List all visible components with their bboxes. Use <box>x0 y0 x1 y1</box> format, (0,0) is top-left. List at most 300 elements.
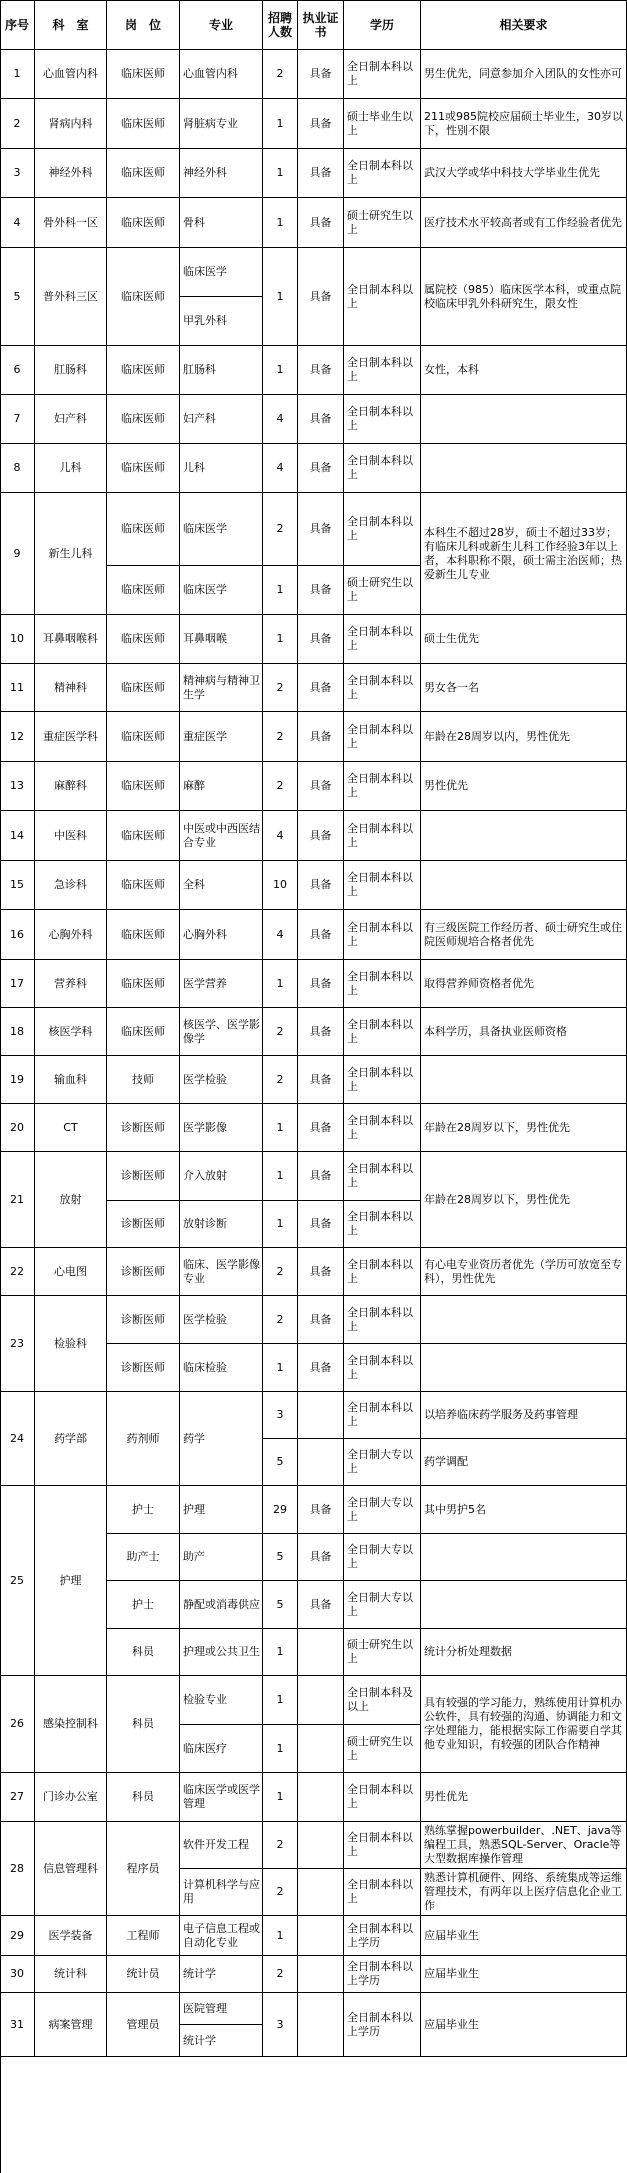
headcount <box>263 1993 298 2057</box>
education-level-text: 全日制本科以上 <box>347 821 413 849</box>
education-level <box>344 1534 421 1581</box>
major-name-text: 临床、医学影像专业 <box>183 1257 260 1285</box>
post-name-text: 技师 <box>132 1072 154 1086</box>
education-level <box>344 1676 421 1725</box>
major-name <box>180 1248 263 1296</box>
row-number <box>0 1676 35 1773</box>
license-status-text: 具备 <box>309 976 332 990</box>
row-number-text: 23 <box>10 1336 24 1350</box>
education-level-text: 全日制本科以上 <box>347 673 413 701</box>
department-name <box>35 1956 107 1993</box>
education-level-text: 全日制本科以上 <box>347 405 413 432</box>
department-name <box>35 493 107 615</box>
department-name-text: 麻醉科 <box>54 779 87 792</box>
row-number-text: 9 <box>13 546 21 560</box>
department-name-text: 普外科三区 <box>43 289 98 303</box>
post-name <box>107 1822 180 1916</box>
row-number <box>0 1822 35 1916</box>
header-no-text: 序号 <box>4 17 29 32</box>
education-level-text: 全日制本科以上 <box>347 1305 413 1333</box>
department-name-text: 神经外科 <box>48 166 93 179</box>
headcount-text: 1 <box>276 583 284 596</box>
header-req-text: 相关要求 <box>499 17 548 32</box>
headcount-text: 5 <box>276 1455 284 1468</box>
post-name-text: 科员 <box>132 1790 154 1803</box>
education-level-text: 全日制本科以上 <box>347 1878 413 1905</box>
row-number <box>0 1993 35 2057</box>
post-name-text: 临床医师 <box>121 166 165 179</box>
post-name-text: 临床医师 <box>121 927 165 941</box>
major-name <box>180 1486 263 1534</box>
requirement-text-text: 本科学历，具备执业医师资格 <box>424 1024 567 1038</box>
post-name <box>107 566 180 615</box>
department-name <box>35 1392 107 1486</box>
major-name <box>180 99 263 149</box>
license-status <box>298 395 344 444</box>
header-major <box>180 0 263 50</box>
major-name-text: 医学影像 <box>183 1120 227 1134</box>
headcount-text: 1 <box>276 1360 284 1374</box>
headcount-text: 2 <box>276 680 284 694</box>
post-name <box>107 910 180 960</box>
department-name <box>35 615 107 664</box>
license-status <box>298 1956 344 1993</box>
major-name-text: 统计学 <box>183 2033 216 2047</box>
headcount-text: 29 <box>273 1502 287 1516</box>
requirement-text-text: 硕士生优先 <box>424 632 479 645</box>
requirement-text <box>421 99 627 149</box>
post-name <box>107 1296 180 1344</box>
department-name-text: 肾病内科 <box>48 116 93 130</box>
post-name-text: 统计员 <box>126 1967 160 1980</box>
header-req <box>421 0 627 50</box>
row-number-text: 20 <box>10 1120 24 1134</box>
requirement-text <box>421 712 627 762</box>
education-level-text: 全日制本科以上 <box>347 159 413 186</box>
education-level-text: 全日制本科以上学历 <box>347 2010 413 2038</box>
row-number-text: 3 <box>13 166 21 179</box>
license-status <box>298 99 344 149</box>
major-name <box>180 1008 263 1056</box>
license-status <box>298 1534 344 1581</box>
education-level-text: 全日制本科以上 <box>347 772 413 799</box>
headcount <box>263 1152 298 1201</box>
major-name-text: 护理或公共卫生 <box>183 1645 260 1658</box>
requirement-text <box>421 444 627 493</box>
major-name <box>180 50 263 99</box>
major-name <box>180 1869 263 1916</box>
major-name <box>180 861 263 910</box>
requirement-text <box>421 1296 627 1344</box>
license-status <box>298 1439 344 1486</box>
post-name-text: 临床医师 <box>121 976 165 990</box>
post-name <box>107 1248 180 1296</box>
requirement-text <box>421 1248 627 1296</box>
department-name <box>35 444 107 493</box>
license-status <box>298 1773 344 1822</box>
education-level <box>344 395 421 444</box>
education-level <box>344 1486 421 1534</box>
headcount-text: 1 <box>276 1645 284 1658</box>
headcount-text: 1 <box>276 1693 284 1706</box>
major-name <box>180 712 263 762</box>
department-name-text: 儿科 <box>59 461 82 474</box>
post-name-text: 临床医师 <box>121 215 165 229</box>
row-number-text: 5 <box>13 289 21 303</box>
department-name-text: 病案管理 <box>48 2017 93 2031</box>
row-number <box>0 50 35 99</box>
headcount <box>263 811 298 861</box>
major-name-text: 医学检验 <box>183 1072 227 1086</box>
post-name <box>107 1392 180 1486</box>
headcount-text: 2 <box>276 522 284 535</box>
major-name <box>180 960 263 1008</box>
major-name-text: 临床医学 <box>183 522 227 535</box>
headcount <box>263 960 298 1008</box>
post-name <box>107 1201 180 1248</box>
post-name <box>107 493 180 566</box>
requirement-text <box>421 1822 627 1869</box>
headcount-text: 4 <box>276 828 284 842</box>
education-level <box>344 615 421 664</box>
education-level <box>344 1056 421 1104</box>
headcount <box>263 1248 298 1296</box>
license-status <box>298 762 344 811</box>
license-status <box>298 1916 344 1956</box>
license-status <box>298 1344 344 1392</box>
row-number-text: 17 <box>10 976 24 990</box>
headcount-text: 10 <box>273 878 287 891</box>
education-level-text: 全日制本科以上 <box>347 1210 413 1237</box>
row-number-text: 30 <box>10 1967 24 1980</box>
education-level <box>344 762 421 811</box>
license-status <box>298 1008 344 1056</box>
department-name-text: 放射 <box>59 1192 82 1206</box>
headcount <box>263 1581 298 1629</box>
headcount <box>263 1486 298 1534</box>
license-status-text: 具备 <box>309 1169 332 1182</box>
license-status-text: 具备 <box>309 729 332 743</box>
header-count-text: 招聘人数 <box>267 10 292 39</box>
license-status-text: 具备 <box>309 680 332 694</box>
requirement-text <box>421 664 627 712</box>
department-name-text: 耳鼻咽喉科 <box>43 632 98 645</box>
headcount-text: 1 <box>276 166 284 179</box>
license-status <box>298 861 344 910</box>
requirement-text <box>421 395 627 444</box>
headcount <box>263 1676 298 1725</box>
major-name-text: 助产 <box>183 1550 205 1563</box>
headcount <box>263 1392 298 1439</box>
education-level <box>344 444 421 493</box>
post-name-text: 工程师 <box>126 1928 160 1942</box>
headcount-text: 2 <box>276 779 284 792</box>
post-name-text: 临床医师 <box>121 1024 165 1038</box>
post-name <box>107 99 180 149</box>
department-name-text: 中医科 <box>54 828 87 842</box>
license-status-text: 具备 <box>309 1024 332 1038</box>
license-status <box>298 1248 344 1296</box>
requirement-text-text: 统计分析处理数据 <box>424 1645 512 1658</box>
headcount-text: 1 <box>276 976 284 990</box>
row-number-text: 27 <box>10 1790 24 1803</box>
license-status-text: 具备 <box>309 1360 332 1374</box>
row-number-text: 16 <box>10 927 24 941</box>
row-number <box>0 198 35 248</box>
headcount <box>263 1008 298 1056</box>
license-status <box>298 811 344 861</box>
license-status-text: 具备 <box>309 166 332 179</box>
license-status <box>298 248 344 346</box>
education-level-text: 硕士研究生以上 <box>347 576 413 603</box>
license-status-text: 具备 <box>309 1217 332 1230</box>
requirement-text <box>421 762 627 811</box>
education-level <box>344 811 421 861</box>
requirement-text-text: 应届毕业生 <box>424 2017 479 2031</box>
license-status <box>298 1676 344 1725</box>
education-level <box>344 248 421 346</box>
headcount <box>263 861 298 910</box>
major-name-text: 医院管理 <box>183 2001 227 2015</box>
row-number-text: 28 <box>10 1861 24 1875</box>
major-name <box>180 1296 263 1344</box>
license-status-text: 具备 <box>309 289 332 303</box>
headcount <box>263 1296 298 1344</box>
post-name-text: 临床医师 <box>121 412 165 425</box>
major-name-text: 检验专业 <box>183 1693 227 1706</box>
row-number-text: 4 <box>13 215 21 229</box>
license-status-text: 具备 <box>309 116 332 130</box>
department-name <box>35 1486 107 1676</box>
requirement-text <box>421 1773 627 1822</box>
education-level-text: 全日制本科以上 <box>347 1401 413 1428</box>
major-name <box>180 493 263 566</box>
education-level-text: 硕士毕业生以上 <box>347 109 413 137</box>
row-number-text: 24 <box>10 1431 24 1445</box>
row-number <box>0 149 35 198</box>
license-status-text: 具备 <box>309 927 332 941</box>
row-number <box>0 664 35 712</box>
major-name-text: 中医或中西医结合专业 <box>183 821 260 849</box>
row-number <box>0 346 35 395</box>
headcount-text: 3 <box>276 2017 284 2031</box>
requirement-text <box>421 346 627 395</box>
header-post <box>107 0 180 50</box>
major-name-text: 骨科 <box>183 215 205 229</box>
license-status <box>298 346 344 395</box>
education-level <box>344 1629 421 1676</box>
education-level-text: 全日制本科以上 <box>347 356 413 383</box>
license-status <box>298 444 344 493</box>
license-status-text: 具备 <box>309 215 332 229</box>
row-number <box>0 712 35 762</box>
row-number-text: 13 <box>10 779 24 792</box>
major-name <box>180 1201 263 1248</box>
post-name <box>107 395 180 444</box>
headcount-text: 1 <box>276 632 284 645</box>
major-name-text: 重症医学 <box>183 729 227 743</box>
post-name <box>107 861 180 910</box>
department-name <box>35 1008 107 1056</box>
post-name-text: 临床医师 <box>121 363 165 376</box>
row-number-text: 10 <box>10 632 24 645</box>
education-level <box>344 1581 421 1629</box>
education-level <box>344 566 421 615</box>
requirement-text <box>421 1916 627 1956</box>
department-name <box>35 811 107 861</box>
post-name <box>107 1008 180 1056</box>
requirement-text <box>421 861 627 910</box>
requirement-text <box>421 248 627 346</box>
row-number <box>0 811 35 861</box>
post-name-text: 科员 <box>132 1717 154 1730</box>
department-name-text: 核医学科 <box>48 1024 93 1038</box>
department-name <box>35 346 107 395</box>
requirement-text <box>421 1104 627 1152</box>
major-name-text: 医学检验 <box>183 1312 227 1326</box>
major-name <box>180 762 263 811</box>
major-name <box>180 248 263 297</box>
row-number-text: 21 <box>10 1192 24 1206</box>
header-dept-text: 科 室 <box>52 17 89 32</box>
row-number-text: 14 <box>10 828 24 842</box>
headcount <box>263 1534 298 1581</box>
requirement-text <box>421 1869 627 1916</box>
license-status-text: 具备 <box>309 1072 332 1086</box>
education-level-text: 全日制本科以上学历 <box>347 1921 413 1949</box>
requirement-text <box>421 1008 627 1056</box>
license-status <box>298 1056 344 1104</box>
major-name <box>180 1993 263 2025</box>
requirement-text-text: 武汉大学或华中科技大学毕业生优先 <box>424 166 600 179</box>
requirement-text <box>421 1439 627 1486</box>
major-name <box>180 615 263 664</box>
requirement-text-text: 年龄在28周岁以内，男性优先 <box>424 729 570 743</box>
requirement-text-text: 男性优先 <box>424 1790 468 1803</box>
row-number-text: 7 <box>13 412 21 425</box>
education-level <box>344 1344 421 1392</box>
license-status-text: 具备 <box>309 1312 332 1326</box>
post-name-text: 临床医师 <box>121 522 165 535</box>
department-name-text: 重症医学科 <box>43 729 98 743</box>
header-post-text: 岗 位 <box>124 17 161 32</box>
headcount <box>263 1201 298 1248</box>
headcount <box>263 1822 298 1869</box>
education-level <box>344 1201 421 1248</box>
education-level <box>344 1916 421 1956</box>
post-name <box>107 346 180 395</box>
post-name <box>107 1916 180 1956</box>
row-number-text: 12 <box>10 729 24 743</box>
post-name-text: 诊断医师 <box>121 1312 165 1326</box>
post-name-text: 助产士 <box>126 1550 160 1563</box>
major-name <box>180 1152 263 1201</box>
department-name <box>35 198 107 248</box>
major-name <box>180 811 263 861</box>
requirement-text-text: 女性，本科 <box>424 363 479 376</box>
department-name <box>35 762 107 811</box>
major-name <box>180 1916 263 1956</box>
major-name-text: 介入放射 <box>183 1169 227 1182</box>
major-name <box>180 1581 263 1629</box>
requirement-text <box>421 493 627 615</box>
post-name <box>107 1344 180 1392</box>
education-level-text: 全日制大专以上 <box>347 1448 413 1475</box>
license-status <box>298 664 344 712</box>
license-status <box>298 1296 344 1344</box>
education-level <box>344 346 421 395</box>
headcount <box>263 99 298 149</box>
headcount <box>263 1629 298 1676</box>
row-number-text: 29 <box>10 1928 24 1942</box>
headcount <box>263 493 298 566</box>
department-name <box>35 1152 107 1248</box>
post-name <box>107 1486 180 1534</box>
row-number <box>0 1296 35 1392</box>
major-name-text: 放射诊断 <box>183 1217 227 1230</box>
license-status <box>298 198 344 248</box>
education-level <box>344 1008 421 1056</box>
requirement-text-text: 本科生不超过28岁，硕士不超过33岁；有临床儿科或新生儿科工作经验3年以上者，本科职称不限，硕士需主治医师；热爱新生儿专业 <box>424 525 622 581</box>
major-name <box>180 395 263 444</box>
major-name-text: 核医学、医学影像学 <box>183 1017 260 1045</box>
row-number <box>0 1152 35 1248</box>
education-level <box>344 1439 421 1486</box>
education-level <box>344 1773 421 1822</box>
department-name-text: CT <box>63 1120 78 1134</box>
major-name <box>180 149 263 198</box>
department-name <box>35 712 107 762</box>
post-name-text: 临床医师 <box>121 289 165 303</box>
post-name-text: 临床医师 <box>121 878 165 891</box>
requirement-text <box>421 149 627 198</box>
headcount-text: 5 <box>276 1550 284 1563</box>
license-status-text: 具备 <box>309 1597 332 1611</box>
license-status <box>298 960 344 1008</box>
major-name <box>180 1392 263 1486</box>
major-name-text: 耳鼻咽喉 <box>183 632 227 645</box>
license-status <box>298 149 344 198</box>
headcount <box>263 1869 298 1916</box>
education-level <box>344 99 421 149</box>
major-name-text: 肛肠科 <box>183 363 216 376</box>
row-number-text: 15 <box>10 878 24 891</box>
post-name-text: 科员 <box>132 1645 154 1658</box>
education-level-text: 全日制本科以上 <box>347 871 413 898</box>
major-name-text: 临床医学 <box>183 265 227 278</box>
license-status-text: 具备 <box>309 1120 332 1134</box>
headcount <box>263 1104 298 1152</box>
header-no <box>0 0 35 50</box>
row-number-text: 19 <box>10 1072 24 1086</box>
headcount <box>263 1725 298 1773</box>
row-number <box>0 1392 35 1486</box>
license-status <box>298 1104 344 1152</box>
license-status <box>298 712 344 762</box>
headcount-text: 1 <box>276 116 284 130</box>
headcount-text: 2 <box>276 729 284 743</box>
requirement-text <box>421 1676 627 1773</box>
row-number <box>0 1773 35 1822</box>
headcount-text: 2 <box>276 1885 284 1898</box>
major-name-text: 麻醉 <box>183 779 205 792</box>
post-name-text: 诊断医师 <box>121 1264 165 1278</box>
department-name <box>35 1104 107 1152</box>
major-name <box>180 1104 263 1152</box>
row-number <box>0 861 35 910</box>
major-name <box>180 1534 263 1581</box>
headcount <box>263 50 298 99</box>
